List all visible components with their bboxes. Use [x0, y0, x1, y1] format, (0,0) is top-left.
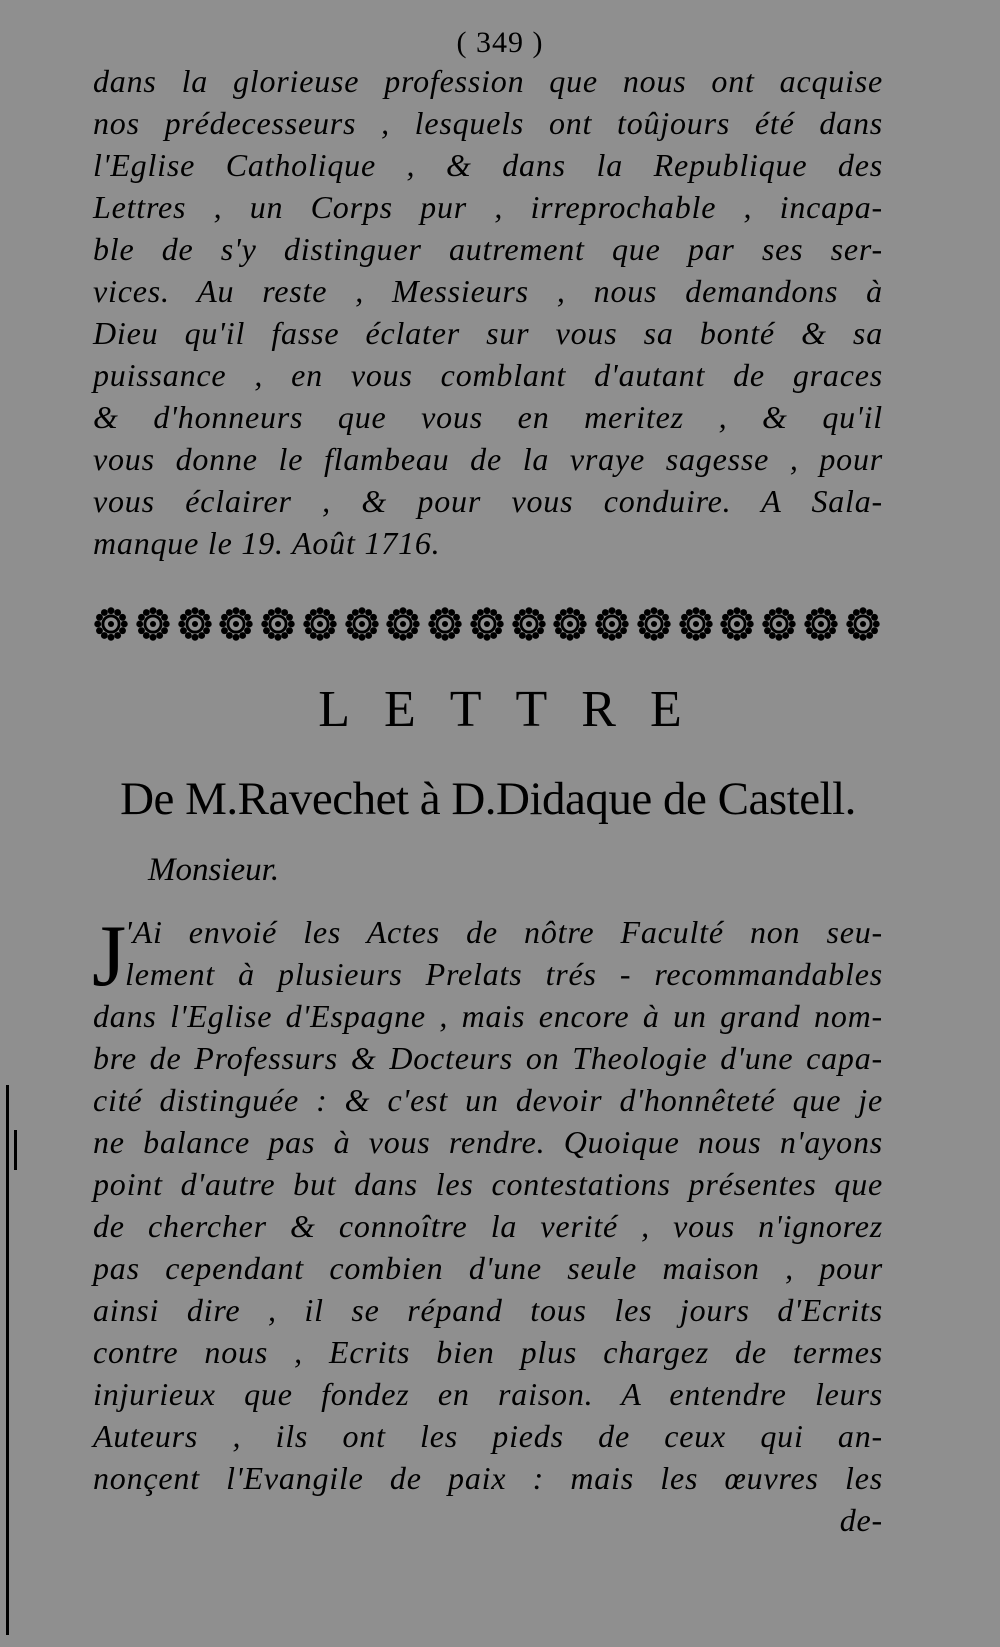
fleuron-ornament-icon [426, 605, 464, 643]
text-line: puissance , en vous comblant d'autant de graces [93, 357, 883, 393]
text-line: dans la glorieuse profession que nous ont acquise [93, 63, 883, 99]
fleuron-ornament-icon [593, 605, 631, 643]
text-line: vous donne le flambeau de la vraye sagesse , pour [93, 441, 883, 477]
fleuron-ornament-icon [802, 605, 840, 643]
ornament-divider [92, 602, 882, 646]
text-line: Dieu qu'il fasse éclater sur vous sa bonté & sa [93, 315, 883, 351]
fleuron-ornament-icon [551, 605, 589, 643]
text-line: ble de s'y distinguer autrement que par ses ser- [93, 231, 883, 267]
text-line: vous éclairer , & pour vous conduire. A Sala- [93, 483, 883, 519]
text-line: de chercher & connoître la verité , vous n'ignorez [93, 1208, 883, 1244]
text-line: contre nous , Ecrits bien plus chargez de termes [93, 1334, 883, 1370]
fleuron-ornament-icon [844, 605, 882, 643]
letter-subtitle: De M.Ravechet à D.Didaque de Castell. [120, 773, 856, 825]
catchword: de- [839, 1502, 883, 1538]
text-line: ainsi dire , il se répand tous les jours d'Ecrits [93, 1292, 883, 1328]
fleuron-ornament-icon [92, 605, 130, 643]
text-line: l'Eglise Catholique , & dans la Republique des [93, 147, 883, 183]
fleuron-ornament-icon [343, 605, 381, 643]
text-line: 'Ai envoié les Actes de nôtre Faculté non seu- [125, 914, 883, 950]
text-line: bre de Professurs & Docteurs on Theologie d'une capa- [93, 1040, 883, 1076]
text-line: Lettres , un Corps pur , irreprochable , incapa- [93, 189, 883, 225]
text-line: nonçent l'Evangile de paix : mais les œuvres les [93, 1460, 883, 1496]
fleuron-ornament-icon [635, 605, 673, 643]
text-line: cité distinguée : & c'est un devoir d'honnêteté que je [93, 1082, 883, 1118]
text-line: lement à plusieurs Prelats trés - recommandables [125, 956, 883, 992]
fleuron-ornament-icon [718, 605, 756, 643]
fleuron-ornament-icon [217, 605, 255, 643]
text-line: manque le 19. Août 1716. [93, 525, 441, 561]
fleuron-ornament-icon [468, 605, 506, 643]
fleuron-ornament-icon [301, 605, 339, 643]
text-line: dans l'Eglise d'Espagne , mais encore à un grand nom- [93, 998, 883, 1034]
drop-cap: J [92, 908, 127, 1005]
text-line: injurieux que fondez en raison. A entendre leurs [93, 1376, 883, 1412]
letter-title: LETTRE [318, 681, 716, 738]
text-line: point d'autre but dans les contestations présentes que [93, 1166, 883, 1202]
fleuron-ornament-icon [134, 605, 172, 643]
fleuron-ornament-icon [677, 605, 715, 643]
fleuron-ornament-icon [259, 605, 297, 643]
text-line: & d'honneurs que vous en meritez , & qu'il [93, 399, 883, 435]
binding-edge-mark [14, 1130, 17, 1170]
fleuron-ornament-icon [384, 605, 422, 643]
continuation-paragraph [93, 60, 883, 564]
page-number: ( 349 ) [456, 26, 544, 59]
salutation: Monsieur. [148, 852, 280, 888]
text-line: vices. Au reste , Messieurs , nous demandons à [93, 273, 883, 309]
binding-edge-mark [6, 1085, 9, 1635]
text-line: ne balance pas à vous rendre. Quoique nous n'ayons [93, 1124, 883, 1160]
fleuron-ornament-icon [176, 605, 214, 643]
text-line: nos prédecesseurs , lesquels ont toûjours été dans [93, 105, 883, 141]
text-line: pas cependant combien d'une seule maison , pour [93, 1250, 883, 1286]
letter-paragraph [92, 908, 883, 1541]
text-line: Auteurs , ils ont les pieds de ceux qui an- [93, 1418, 883, 1454]
fleuron-ornament-icon [510, 605, 548, 643]
fleuron-ornament-icon [760, 605, 798, 643]
